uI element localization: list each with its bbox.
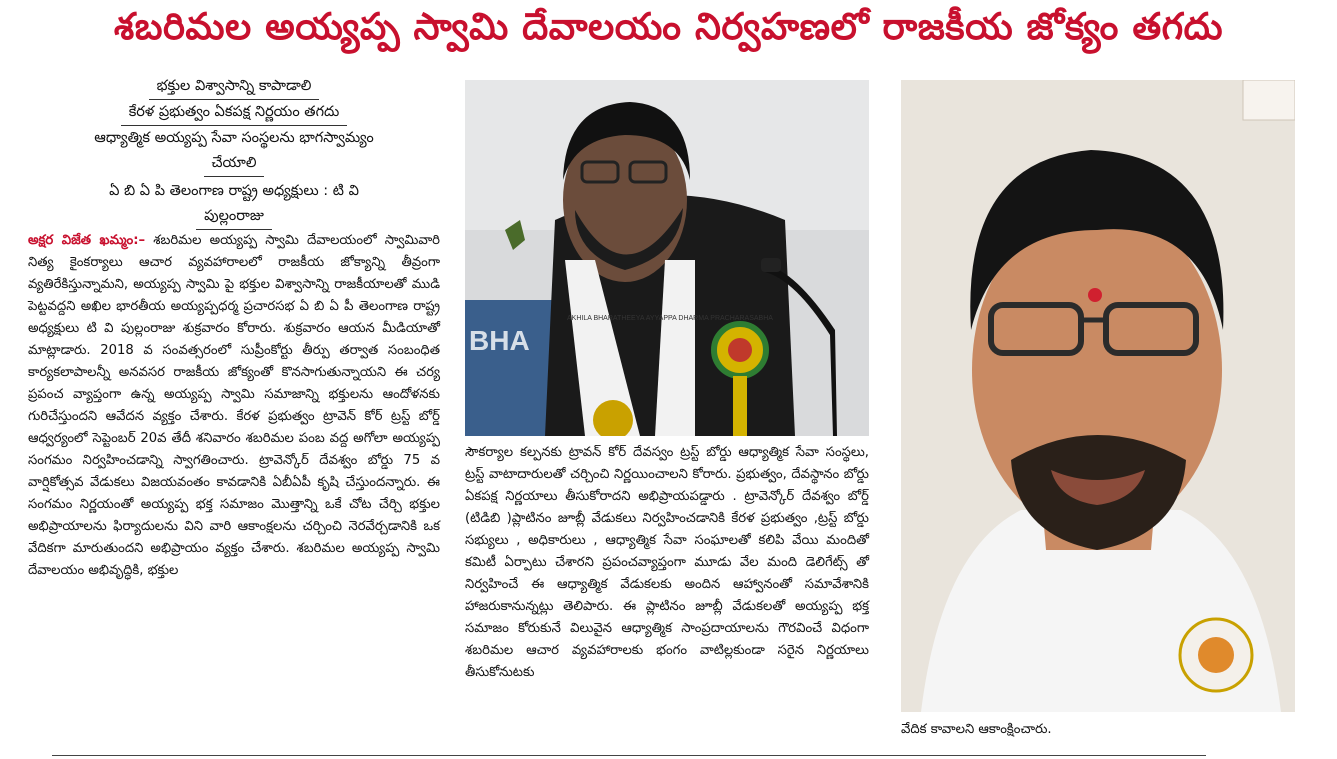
- subhead-1: భక్తుల విశ్వాసాన్ని కాపాడాలి: [149, 74, 320, 100]
- badge-text: AKHILA BHARATHEEYA AYYAPPA DHARMA PRACHARASABHA: [567, 315, 773, 322]
- subhead-4: చేయాలి: [204, 151, 265, 177]
- subhead-3: ఆధ్యాత్మిక అయ్యప్ప సేవా సంస్థలను భాగస్వామ్యం: [94, 130, 374, 146]
- article-text-1: శబరిమల అయ్యప్ప స్వామి దేవాలయంలో స్వామివారి నిత్య కైంకర్యాలు ఆచార వ్యవహారాలలో రాజకీయ జోక్యాన్ని తీవ్రంగా వ్యతిరేకిస్తున్నామని, అయ్యప్ప స్వామి పై భక్తుల విశ్వాసాన్ని రాజకీయాలతో ముడి పెట్టవద్దని అఖిల భారతీయ అయ్యప్పధర్మ ప్రచారసభ ఏ బి ఏ పీ తెలంగాణ రాష్ట్ర అధ్యక్షులు టి వి పుల్లంరాజు శుక్రవారం కోరారు. శుక్రవారం ఆయన మీడియాతో మాట్లాడారు. 2018 వ సంవత్సరంలో సుప్రీంకోర్టు తీర్పు తర్వాత సంబంధిత కార్యకలాపాలన్నీ అనవసర రాజకీయ జోక్యంతో కొనసాగుతున్నాయని ఈ చర్య ప్రపంచ వ్యాప్తంగా ఉన్న అయ్యప్ప స్వామి సమాజాన్ని భక్తులను ఆందోళనకు గురిచేస్తుందని ఆవేదన వ్యక్తం చేశారు. కేరళ ప్రభుత్వం ట్రావెన్ కోర్ ట్రస్ట్ బోర్డ్ ఆధ్వర్యంలో సెప్టెంబర్ 20వ తేదీ శనివారం శబరిమల పంబ వద్ద అగోలా అయ్యప్ప సంగమం నిర్వహించడాన్ని స్వాగతించారు. ట్రావెన్కోర్ దేవశ్వం బోర్డు 75 వ వార్షికోత్సవ వేడుకలు విజయవంతం కావడానికి ఏబీఏపీ కృషి చేస్తుందన్నారు. ఈ సంగమం నిర్ణయంతో అయ్యప్ప భక్త సమాజం మొత్తాన్ని ఒకే చోట చేర్చి భక్తుల అభిప్రాయాలను ఫిర్యాదులను విని వారి ఆకాంక్షలను చర్చించి నెరవేర్చడానికి ఒక వేదికగా మారుతుందని అభిప్రాయం వ్యక్తం చేశారు. శబరిమల అయ్యప్ప స్వామి దేవాలయం అభివృద్ధికి, భక్తుల: [28, 233, 441, 578]
- subhead-6: పుల్లంరాజు: [196, 204, 272, 230]
- banner-text: BHA: [469, 325, 530, 356]
- article-column-2: సౌకర్యాల కల్పనకు ట్రావన్ కోర్ దేవస్వం ట్రస్ట్ బోర్డు ఆధ్యాత్మిక సేవా సంస్థలు, ట్రస్ట్ వాటాదారులతో చర్చించి నిర్ణయించాలని కోరారు. ప్రభుత్వం, దేవస్థానం బోర్డు ఏకపక్ష నిర్ణయాలు తీసుకోరాదని అభిప్రాయపడ్డారు . ట్రావెన్కోర్ దేవశ్వం బోర్డ్ (టిడిబి )ప్లాటినం జూబ్లీ వేడుకలు నిర్వహించడానికి కేరళ ప్రభుత్వం ,ట్రస్ట్ బోర్డు సభ్యులు , అధికారులు , ఆధ్యాత్మిక సేవా సంఘాలతో కలిపి వేయి మందితో కమిటీ ఏర్పాటు చేశారని ప్రపంచవ్యాప్తంగా మూడు వేల మంది డెలిగేట్స్ తో నిర్వహించే ఈ ఆధ్యాత్మిక వేడుకలకు అందిన ఆహ్వానంతో సమావేశానికి హాజరుకానున్నట్లు తెలిపారు. ఈ ప్లాటినం జూబ్లీ వేడుకలతో అయ్యప్ప భక్త సమాజం కోరుకునే విలువైన ఆధ్యాత్మిక సాంప్రదాయాలను గౌరవించే విధంగా శబరిమల ఆచార వ్యవహారాలకు భంగం వాటిల్లకుండా సరైన నిర్ణయాలు తీసుకోనుటకు: [465, 445, 869, 680]
- speaker-photo: [465, 80, 869, 436]
- subheads: [28, 74, 440, 230]
- portrait-photo: [901, 80, 1295, 712]
- bottom-rule: [52, 755, 1206, 756]
- dateline: అక్షర విజేత ఖమ్మం:–: [28, 233, 146, 248]
- headline: శబరిమల అయ్యప్ప స్వామి దేవాలయం నిర్వహణలో రాజకీయ జోక్యం తగదు: [113, 5, 1224, 48]
- subhead-2: కేరళ ప్రభుత్వం ఏకపక్ష నిర్ణయం తగదు: [121, 100, 348, 126]
- article-body-1: [28, 230, 440, 582]
- subhead-5: ఏ బి ఏ పి తెలంగాణ రాష్ట్ర అధ్యక్షులు : టి వి: [109, 183, 359, 199]
- article-column-3: వేదిక కావాలని ఆకాంక్షించారు.: [901, 722, 1052, 737]
- article-column-1: [28, 74, 440, 582]
